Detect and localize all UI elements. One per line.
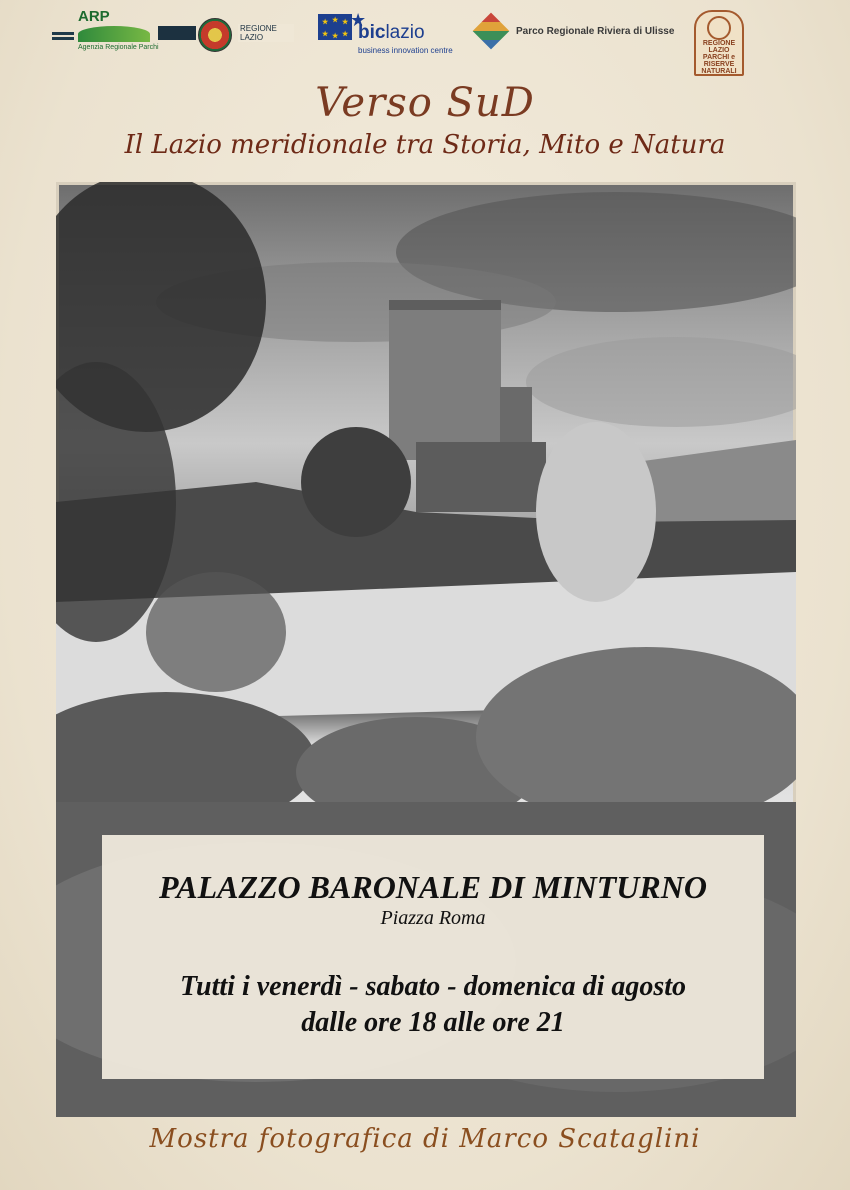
- shield-icon: [198, 18, 232, 52]
- parchi-riserve-text: REGIONE LAZIO PARCHI e RISERVE NATURALI: [701, 40, 737, 75]
- parco-riviera-logo: [474, 14, 679, 50]
- regione-lazio-text: REGIONE LAZIO: [238, 24, 294, 42]
- biclazio-sub: business innovation centre: [358, 46, 453, 55]
- poster-title: Verso SuD: [315, 80, 535, 126]
- diamond-icon: [473, 13, 510, 50]
- emblem-icon: [707, 16, 731, 40]
- biclazio-logo: [318, 12, 468, 58]
- poster-subtitle: Il Lazio meridionale tra Storia, Mito e Natura: [124, 130, 726, 160]
- leaf-icon: [78, 26, 150, 42]
- logo-strip: [0, 0, 850, 80]
- photo-credit: Mostra fotografica di Marco Scataglini: [149, 1124, 701, 1154]
- biclazio-name: biclazio: [358, 22, 425, 43]
- arp-logo-sub: Agenzia Regionale Parchi: [78, 44, 159, 51]
- parco-riviera-text: Parco Regionale Riviera di Ulisse: [516, 26, 675, 37]
- parchi-riserve-logo: [694, 10, 744, 76]
- arp-bars-icon: [52, 32, 74, 42]
- logo-bar: [158, 26, 196, 40]
- venue-address: Piazza Roma: [380, 907, 486, 929]
- event-info-box: [102, 835, 764, 1079]
- event-days: Tutti i venerdì - sabato - domenica di agosto: [179, 971, 687, 1002]
- eu-flag-icon: ★ ★ ★ ★ ★ ★: [318, 14, 352, 40]
- venue-name: PALAZZO BARONALE DI MINTURNO: [159, 869, 707, 905]
- event-hours: dalle ore 18 alle ore 21: [301, 1007, 565, 1038]
- regione-lazio-logo: [158, 18, 294, 50]
- arp-logo: [52, 8, 159, 54]
- star-icon: ★: [350, 10, 367, 31]
- arp-logo-name: ARP: [78, 8, 110, 25]
